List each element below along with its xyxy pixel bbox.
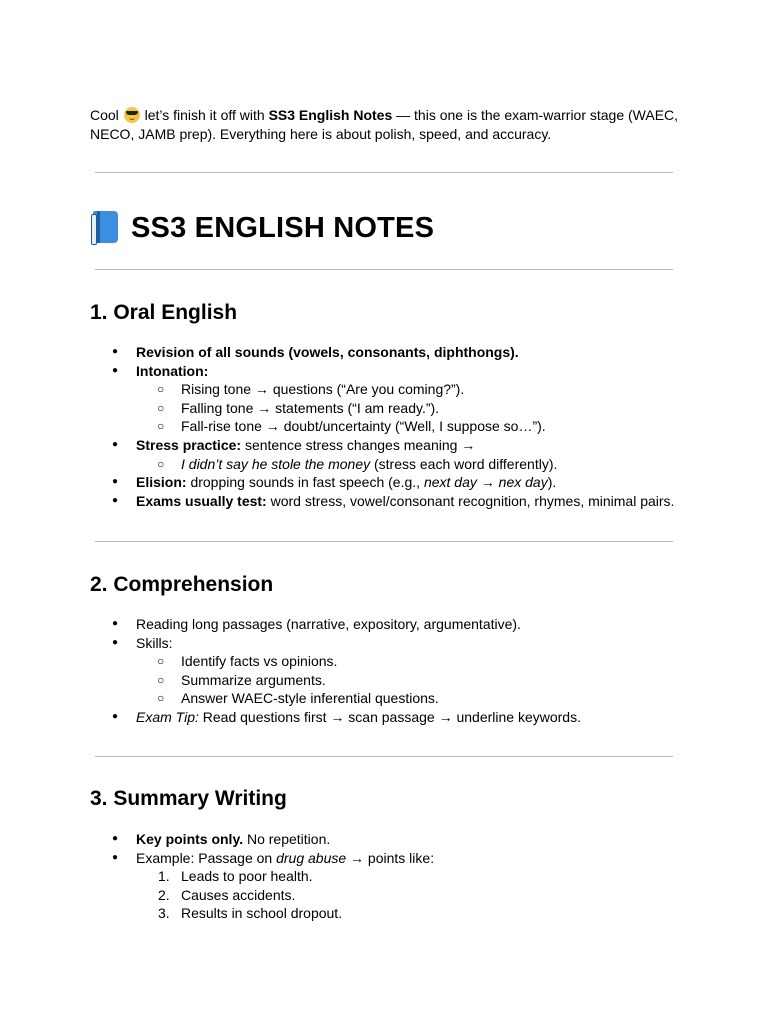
document-title: SS3 ENGLISH NOTES (131, 211, 435, 244)
intro-text: Cool (90, 107, 123, 123)
sub-list-item: ○ Answer WAEC-style inferential questions. (0, 689, 581, 708)
list-item: ● Stress practice: sentence stress changes meaning → (0, 436, 674, 455)
list-item: ● Revision of all sounds (vowels, consonants, diphthongs). (0, 343, 674, 362)
intro-text: let’s finish it off with (140, 107, 269, 123)
section-heading-summary-writing: 3. Summary Writing (90, 787, 287, 810)
intro-text: — this one is the exam-warrior stage (WAEC, NECO, JAMB prep). Everything here is about polish, speed, and accuracy. (90, 107, 679, 142)
numbered-item: 3. Results in school dropout. (158, 905, 343, 922)
section-heading-comprehension: 2. Comprehension (90, 573, 274, 596)
list-item: ● Key points only. No repetition. (0, 830, 434, 849)
sub-list-item: ○ Summarize arguments. (0, 671, 581, 690)
list-item: ● Elision: dropping sounds in fast speech (e.g., next day → nex day). (0, 473, 674, 492)
list-item: ● Exams usually test: word stress, vowel/consonant recognition, rhymes, minimal pairs. (0, 492, 674, 511)
divider (95, 172, 673, 173)
blue-book-icon (90, 211, 120, 245)
sub-list-item: ○ Rising tone → questions (“Are you coming?”). (0, 380, 674, 399)
section-heading-oral-english: 1. Oral English (90, 301, 238, 324)
list-item: ● Example: Passage on drug abuse → points like: (0, 849, 434, 868)
intro-paragraph (90, 106, 690, 144)
numbered-item: 1. Leads to poor health. (158, 868, 313, 885)
sub-list-item: ○ Fall-rise tone → doubt/uncertainty (“Well, I suppose so…”). (0, 417, 674, 436)
sub-list-item: ○ Falling tone → statements (“I am ready.”). (0, 399, 674, 418)
divider (95, 269, 673, 270)
list-item: ● Reading long passages (narrative, expository, argumentative). (0, 615, 581, 634)
sub-list-item: ○ I didn’t say he stole the money (stress each word differently). (0, 455, 674, 474)
comprehension-list (0, 615, 581, 727)
numbered-item: 2. Causes accidents. (158, 886, 296, 903)
list-item: ● Intonation: (0, 362, 674, 381)
list-item: ● Exam Tip: Read questions first → scan passage → underline keywords. (0, 708, 581, 727)
list-item: ● Skills: (0, 634, 581, 653)
sub-list-item: ○ Identify facts vs opinions. (0, 652, 581, 671)
divider (95, 541, 673, 542)
document-title-block (90, 208, 434, 248)
summary-writing-list (0, 830, 434, 923)
divider (95, 756, 673, 757)
sunglasses-emoji-icon (124, 107, 140, 123)
oral-english-list (0, 343, 674, 510)
intro-bold-text: SS3 English Notes (268, 107, 393, 123)
